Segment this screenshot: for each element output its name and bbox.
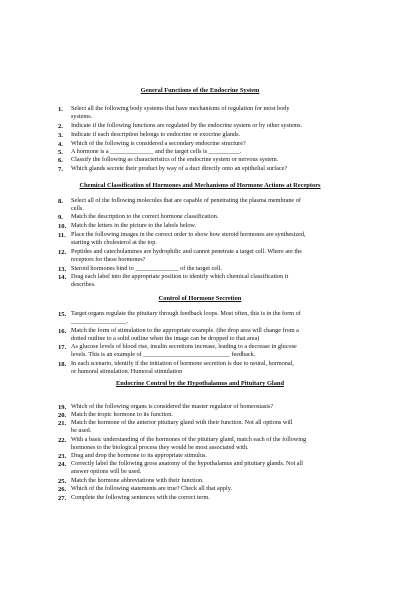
question-text-line: systems. (71, 112, 93, 120)
question-text-line: Match the form of stimulation to the appropriate example. (the drop area will change from a (71, 327, 299, 334)
question-number: 15. (58, 311, 67, 318)
question-text-line: Target organs regulate the pituitary through feedback loops. Most often, this is in the form of (71, 310, 301, 317)
question-text (71, 131, 378, 139)
question-text-line: receptors for these hormones? (71, 255, 146, 263)
question-text-line: Drag and drop the hormone to its appropriate stimulus. (71, 452, 207, 459)
question-text (71, 485, 378, 493)
question-text-line: be used. (71, 426, 92, 434)
question-number: 10. (58, 223, 67, 230)
question-number: 26. (58, 486, 67, 493)
section-heading: Endocrine Control by the Hypothalamus and Pituitary Gland (115, 380, 285, 387)
question-text-line: A hormone is a ______________ and the target cells is __________. (71, 148, 242, 155)
question-text (71, 419, 378, 434)
question-text (71, 122, 378, 130)
question-number: 8. (58, 198, 63, 205)
question-number: 18. (58, 361, 67, 368)
question-number: 4. (58, 141, 63, 148)
question-text-line: Which of the following organs is considered the master regulator of homeostasis? (71, 403, 274, 410)
question-text (71, 273, 378, 288)
question-text-line: Match the letters in the picture to the labels below. (71, 222, 197, 229)
question-text (71, 360, 378, 375)
question-text (71, 436, 378, 451)
question-text-line: Match the hormone abbreviations with their function. (71, 477, 204, 484)
question-text (71, 310, 378, 325)
question-text-line: or humoral stimulation. Humoral stimulation (71, 367, 183, 375)
question-number: 9. (58, 214, 63, 221)
question-text-line: Drag each label into the appropriate position to identify which chemical classification it (71, 273, 289, 280)
question-text (71, 165, 378, 173)
question-text (71, 265, 378, 273)
question-text-line: As glucose levels of blood rise, insulin secretions increase, leading to a decrease in glucose (71, 343, 297, 350)
question-number: 24. (58, 461, 67, 468)
question-text (71, 460, 378, 475)
question-text-line: hormones to the biological process they would be most associated with. (71, 443, 249, 451)
question-number: 25. (58, 478, 67, 485)
question-number: 22. (58, 437, 67, 444)
section-heading: Chemical Classification of Hormones and Mechanisms of Hormone Actions at Receptors (79, 182, 321, 189)
question-text-line: Select all of the following molecules that are capable of penetrating the plasma membrane of (71, 197, 301, 204)
question-text-line: Steroid hormones bind to ______________ of the target cell. (71, 265, 222, 272)
question-text (71, 222, 378, 230)
question-number: 23. (58, 453, 67, 460)
question-text-line: dotted outline to a solid outline when the image can be dropped to that area) (71, 334, 260, 342)
question-text-line: Complete the following sentences with the correct term. (71, 494, 210, 501)
question-text (71, 231, 378, 246)
question-text (71, 156, 378, 164)
question-text-line: Match the hormone of the anterior pituitary gland with their function. Not all options will (71, 419, 293, 426)
question-text (71, 105, 378, 120)
question-number: 5. (58, 149, 63, 156)
question-text-line: describes. (71, 280, 96, 288)
question-number: 3. (58, 132, 63, 139)
question-text-line: Correctly label the following gross anatomy of the hypothalamus and pituitary glands. Not all (71, 460, 303, 467)
question-text-line: In each scenario, identify if the initiation of hormone secretion is due to neural, hormonal, (71, 360, 294, 367)
question-text-line: Which glands secrete their product by way of a duct directly onto an epithelial surface? (71, 165, 288, 172)
question-text-line: starting with cholesterol at the top. (71, 238, 157, 246)
question-text-line: cells. (71, 204, 84, 212)
question-text-line: levels. This is an example of ____________________________ feedback. (71, 350, 256, 358)
question-text (71, 452, 378, 460)
question-text (71, 327, 378, 342)
question-number: 17. (58, 344, 67, 351)
question-text-line: __________________. (71, 317, 129, 325)
question-text (71, 248, 378, 263)
question-number: 13. (58, 266, 67, 273)
question-number: 1. (58, 106, 63, 113)
question-text-line: Peptides and catecholamines are hydrophilic and cannot penetrate a target cell. Where are the (71, 248, 303, 255)
question-number: 12. (58, 249, 67, 256)
question-text (71, 213, 378, 221)
question-number: 14. (58, 274, 67, 281)
question-text (71, 477, 378, 485)
question-text (71, 148, 378, 156)
question-number: 11. (58, 232, 66, 239)
question-number: 16. (58, 328, 67, 335)
question-text-line: Place the following images in the correct order to show how steroid hormones are synthesized, (71, 231, 306, 238)
question-number: 19. (58, 404, 67, 411)
question-text-line: Which of the following statements are true? Check all that apply. (71, 485, 232, 492)
section-heading: Control of Hormone Secretion (158, 295, 242, 302)
question-text (71, 411, 378, 419)
question-number: 6. (58, 157, 63, 164)
question-text-line: answer options will be used. (71, 467, 142, 475)
question-text-line: With a basic understanding of the hormones of the pituitary gland, match each of the following (71, 436, 307, 443)
question-text-line: Indicate if each description belongs to endocrine or exocrine glands. (71, 131, 241, 138)
question-number: 2. (58, 123, 63, 130)
question-text (71, 494, 378, 502)
question-text (71, 197, 378, 212)
question-text (71, 403, 378, 411)
question-text (71, 343, 378, 358)
question-text-line: Indicate if the following functions are regulated by the endocrine system or by other systems. (71, 122, 303, 129)
question-text-line: Which of the following is considered a secondary endocrine structure? (71, 140, 246, 147)
question-number: 20. (58, 412, 67, 419)
question-number: 27. (58, 495, 67, 502)
question-text (71, 140, 378, 148)
question-text-line: Match the tropic hormone to its function. (71, 411, 173, 418)
question-number: 7. (58, 166, 63, 173)
section-heading: General Functions of the Endocrine System (140, 87, 260, 94)
question-text-line: Classify the following as characteristics of the endocrine system or nervous system. (71, 156, 279, 163)
question-text-line: Match the description to the correct hormone classification. (71, 213, 219, 220)
question-number: 21. (58, 420, 67, 427)
question-text-line: Select all the following body systems that have mechanisms of regulation for most body (71, 105, 290, 112)
